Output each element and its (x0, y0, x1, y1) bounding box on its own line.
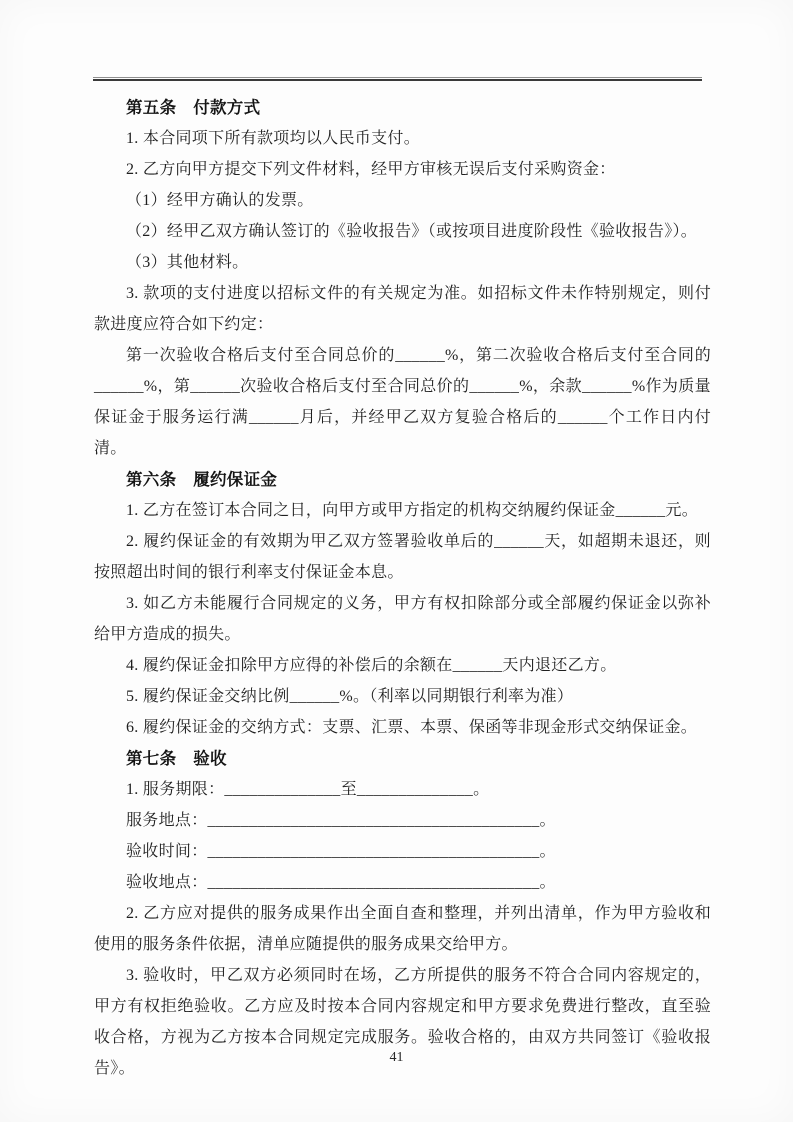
article-7-para-self-check: 2. 乙方应对提供的服务成果作出全面自查和整理，并列出清单，作为甲方验收和使用的服务条件依据，清单应随提供的服务成果交给甲方。 (94, 905, 711, 953)
article-7-field-acceptance-location: 验收地点：________________________________________。 (126, 874, 556, 891)
article-5-para-currency: 1. 本合同项下所有款项均以人民币支付。 (126, 130, 421, 147)
article-7-field-service-location: 服务地点：________________________________________。 (126, 812, 556, 829)
article-6-para-deduction-right: 3. 如乙方未能履行合同规定的义务，甲方有权扣除部分或全部履约保证金以弥补给甲方造成的损失。 (94, 595, 711, 643)
article-5-item-invoice: （1）经甲方确认的发票。 (126, 192, 314, 209)
article-5-para-payment-schedule-blanks: 第一次验收合格后支付至合同总价的______%，第二次验收合格后支付至合同的______%，第______次验收合格后支付至合同总价的______%，余款______%作为质量保证金于服务运行满______月后，并经甲乙双方复验合格后的______个工作日内付清。 (94, 347, 711, 457)
article-5-para-payment-schedule-intro: 3. 款项的支付进度以招标文件的有关规定为准。如招标文件未作特别规定，则付款进度应符合如下约定： (94, 285, 711, 333)
article-6-para-refund-days: 4. 履约保证金扣除甲方应得的补偿后的余额在______天内退还乙方。 (126, 657, 617, 674)
article-7-para-acceptance-procedure: 3. 验收时，甲乙双方必须同时在场，乙方所提供的服务不符合合同内容规定的，甲方有权拒绝验收。乙方应及时按本合同内容规定和甲方要求免费进行整改，直至验收合格，方视为乙方按本合同规定完成服务。验收合格的，由双方共同签订《验收报告》。 (94, 967, 711, 1077)
article-5-para-documents: 2. 乙方向甲方提交下列文件材料，经甲方审核无误后支付采购资金： (126, 161, 616, 178)
article-7-field-acceptance-time: 验收时间：________________________________________。 (126, 843, 556, 860)
article-7-heading: 第七条 验收 (126, 749, 227, 768)
article-7-field-service-period: 1. 服务期限：______________至______________。 (126, 781, 490, 798)
header-rule-thick-line (93, 79, 702, 81)
article-6-para-deposit-methods: 6. 履约保证金的交纳方式：支票、汇票、本票、保函等非现金形式交纳保证金。 (126, 719, 698, 736)
header-rule-thin-line (93, 77, 702, 78)
article-5-item-other-materials: （3）其他材料。 (126, 254, 249, 271)
header-rule (93, 77, 702, 81)
article-6-para-deposit-ratio: 5. 履约保证金交纳比例______%。（利率以同期银行利率为准） (126, 688, 574, 705)
article-5-item-acceptance-report: （2）经甲乙双方确认签订的《验收报告》（或按项目进度阶段性《验收报告》）。 (126, 223, 698, 240)
page-number: 41 (389, 1050, 404, 1065)
contract-body (94, 92, 711, 1084)
article-5-heading: 第五条 付款方式 (126, 98, 261, 117)
article-6-para-deposit-amount: 1. 乙方在签订本合同之日，向甲方或甲方指定的机构交纳履约保证金______元。 (126, 502, 699, 519)
article-6-para-deposit-validity: 2. 履约保证金的有效期为甲乙双方签署验收单后的______天，如超期未退还，则按照超出时间的银行利率支付保证金本息。 (94, 533, 711, 581)
article-6-heading: 第六条 履约保证金 (126, 470, 278, 489)
